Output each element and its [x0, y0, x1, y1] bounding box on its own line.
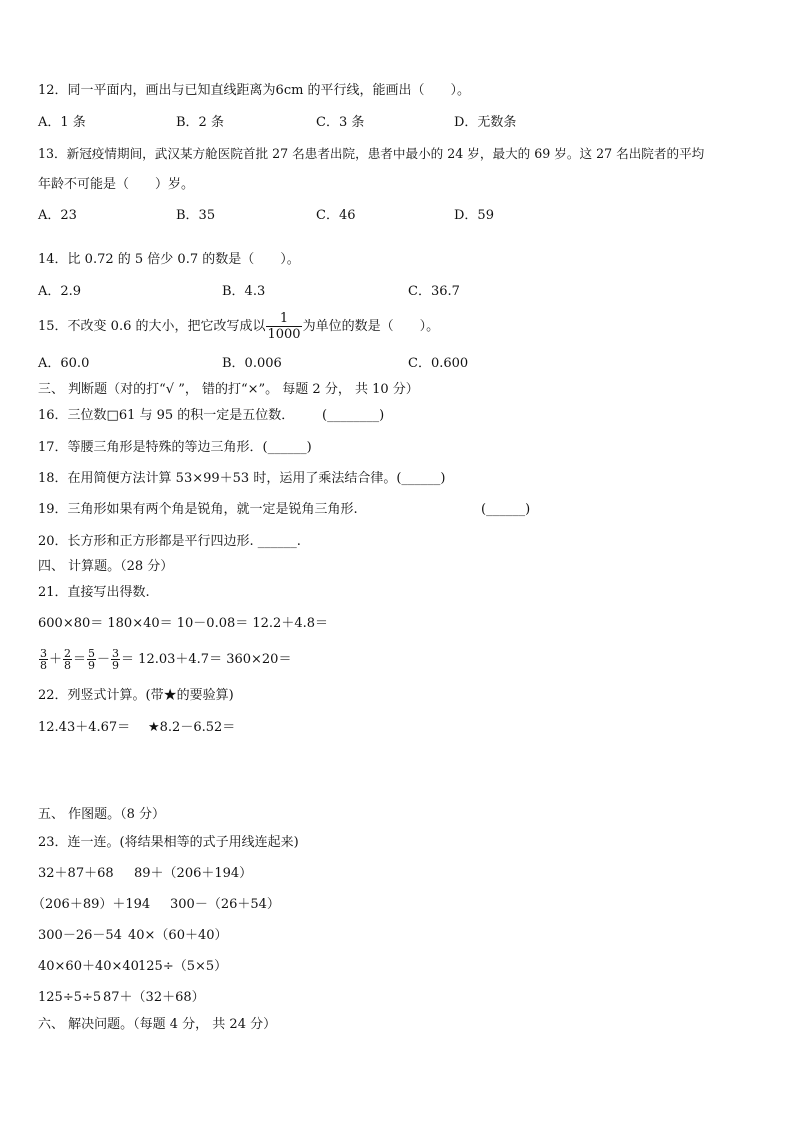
q23-left-expr-4: 40×60＋40×40 — [38, 959, 139, 974]
question-13-line1: 13．新冠疫情期间，武汉某方舱医院首批 27 名患者出院，患者中最小的 24 岁，最大的 69 岁。这 27 名出院者的平均 — [38, 146, 705, 161]
q14-option-a: A．2.9 — [38, 284, 82, 299]
fraction-numerator: 3 — [112, 647, 120, 660]
question-19-text: 19．三角形如果有两个角是锐角，就一定是锐角三角形. — [38, 502, 358, 517]
question-13-line2: 年龄不可能是（ ）岁。 — [38, 177, 195, 192]
question-21-row1: 600×80＝ 180×40＝ 10－0.08＝ 12.2＋4.8＝ — [38, 616, 328, 631]
fraction-2-8 — [63, 648, 72, 671]
question-21-row2 — [38, 645, 291, 675]
question-14-text: 14．比 0.72 的 5 倍少 0.7 的数是（ ）。 — [38, 252, 300, 267]
fraction-numerator: 5 — [88, 647, 96, 660]
q23-right-expr-4: 125÷（5×5） — [138, 959, 228, 974]
q15-text-before: 15．不改变 0.6 的大小，把它改写成以 — [38, 319, 266, 334]
question-17-text: 17．等腰三角形是特殊的等边三角形．(______) — [38, 440, 312, 455]
section-4-heading: 四、 计算题。（28 分） — [38, 559, 174, 574]
q13-option-d: D．59 — [454, 208, 494, 223]
question-12-text: 12．同一平面内，画出与已知直线距离为6cm 的平行线，能画出（ ）。 — [38, 83, 471, 98]
q12-option-c: C．3 条 — [316, 115, 365, 130]
q15-fraction-numerator: 1 — [266, 311, 301, 327]
section-5-heading: 五、 作图题。（8 分） — [38, 807, 166, 822]
q23-right-expr-2: 300－（26＋54） — [170, 897, 280, 912]
q23-right-expr-1: 89＋（206＋194） — [134, 866, 253, 881]
q23-right-expr-5: 87＋（32＋68） — [103, 990, 205, 1005]
question-16-text: 16．三位数□61 与 95 的积一定是五位数． — [38, 408, 295, 423]
question-16-blank: (________) — [322, 408, 385, 423]
q15-option-a: A．60.0 — [38, 356, 90, 371]
fraction-3-8 — [39, 648, 48, 671]
q15-text-after: 为单位的数是（ ）。 — [302, 319, 440, 334]
q15-fraction-denominator: 1000 — [267, 327, 301, 342]
q13-option-b: B．35 — [176, 208, 216, 223]
question-21-title: 21．直接写出得数. — [38, 585, 150, 600]
q12-option-a: A．1 条 — [38, 115, 86, 130]
question-22-title: 22．列竖式计算。(带★的要验算) — [38, 688, 234, 703]
question-20-text: 20．长方形和正方形都是平行四边形. ______. — [38, 534, 301, 549]
question-21-row2-rest: ＝ 12.03＋4.7＝ 360×20＝ — [121, 652, 292, 667]
minus-sign: － — [97, 652, 111, 667]
question-19-blank: (______) — [481, 502, 531, 517]
plus-sign: ＋ — [49, 652, 63, 667]
q15-option-c: C．0.600 — [408, 356, 469, 371]
section-3-heading: 三、 判断题（对的打“√ ”， 错的打“×”。 每题 2 分， 共 10 分） — [38, 382, 419, 397]
q14-option-b: B．4.3 — [222, 284, 266, 299]
q12-option-d: D．无数条 — [454, 115, 517, 130]
fraction-denominator: 8 — [40, 659, 47, 672]
q23-left-expr-2: （206＋89）＋194 — [32, 897, 151, 912]
fraction-denominator: 8 — [64, 659, 72, 672]
q23-left-expr-1: 32＋87＋68 — [38, 866, 114, 881]
question-22-item-2: ★8.2－6.52＝ — [148, 720, 236, 735]
fraction-denominator: 9 — [88, 659, 96, 672]
fraction-3-9 — [111, 648, 120, 671]
q23-right-expr-3: 40×（60＋40） — [128, 928, 228, 943]
q13-option-a: A．23 — [38, 208, 77, 223]
fraction-numerator: 3 — [40, 647, 47, 660]
question-23-title: 23．连一连。(将结果相等的式子用线连起来) — [38, 835, 299, 850]
q13-option-c: C．46 — [316, 208, 356, 223]
q15-option-b: B．0.006 — [222, 356, 282, 371]
fraction-numerator: 2 — [64, 647, 72, 660]
q14-option-c: C．36.7 — [408, 284, 460, 299]
question-15-text — [38, 310, 439, 344]
question-18-text: 18．在用简便方法计算 53×99＋53 时，运用了乘法结合律。(______) — [38, 471, 446, 486]
question-22-item-1: 12.43＋4.67＝ — [38, 720, 131, 735]
fraction-5-9 — [87, 648, 96, 671]
section-6-heading: 六、 解决问题。（每题 4 分， 共 24 分） — [38, 1017, 277, 1032]
fraction-denominator: 9 — [112, 659, 120, 672]
q23-left-expr-3: 300－26－54 — [38, 928, 122, 943]
equals-sign: ＝ — [73, 652, 87, 667]
q23-left-expr-5: 125÷5÷5 — [38, 990, 102, 1005]
q15-fraction — [266, 311, 301, 342]
q12-option-b: B．2 条 — [176, 115, 224, 130]
